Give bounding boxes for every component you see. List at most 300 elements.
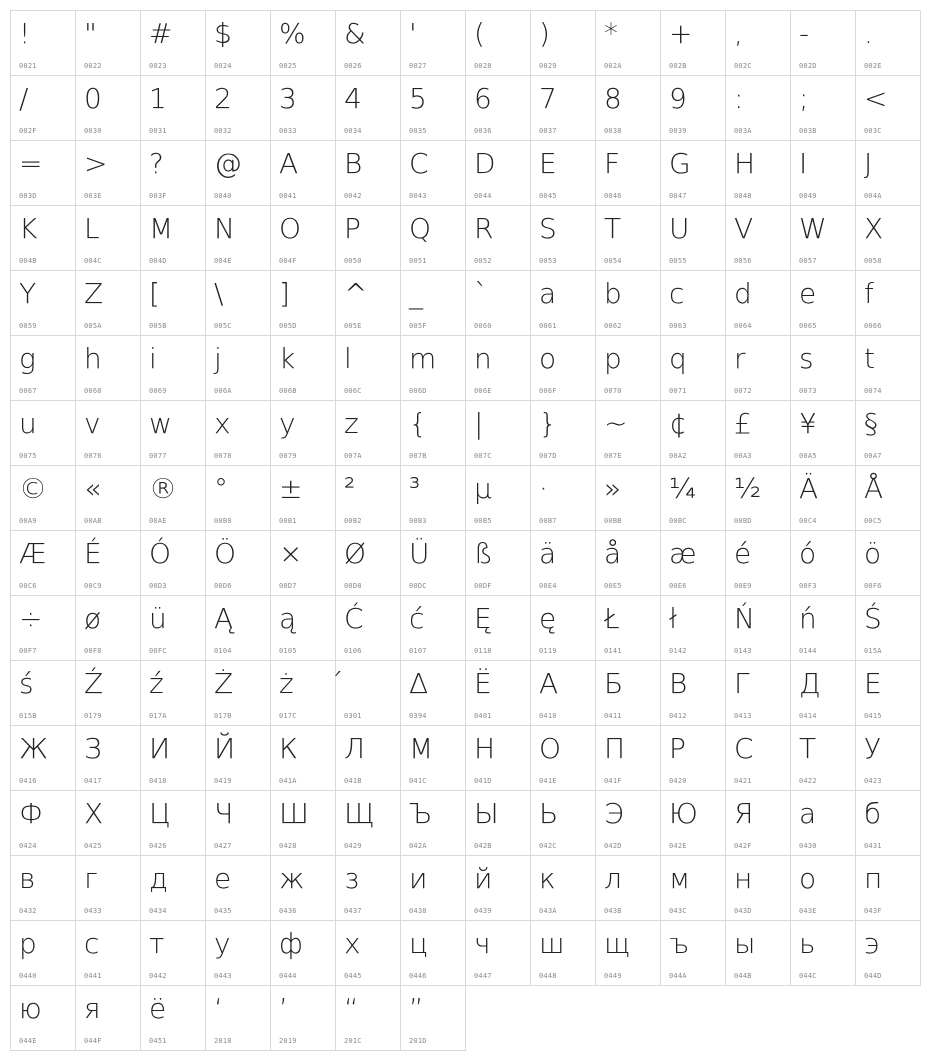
glyph-cell [856,11,921,76]
glyph-codepoint: 0033 [279,127,297,135]
glyph-codepoint: 0052 [474,257,492,265]
glyph-char: Ń [734,602,755,635]
glyph-cell [791,661,856,726]
glyph-codepoint: 003F [149,192,167,200]
glyph-char: о [799,862,817,895]
glyph-codepoint: 00B2 [344,517,362,525]
glyph-codepoint: 0425 [84,842,102,850]
glyph-cell [76,856,141,921]
glyph-cell [531,791,596,856]
glyph-cell [11,336,76,401]
glyph-char: { [409,407,427,440]
glyph-cell [141,661,206,726]
glyph-cell [791,791,856,856]
glyph-char: \ [214,277,224,310]
glyph-codepoint: 0071 [669,387,687,395]
glyph-cell [271,466,336,531]
glyph-cell [11,791,76,856]
glyph-char: ś [19,667,34,700]
glyph-char: u [19,407,37,440]
glyph-cell [401,401,466,466]
glyph-char: ю [19,992,42,1025]
glyph-codepoint: 0040 [214,192,232,200]
glyph-char: 2 [214,82,232,115]
glyph-char: ' [409,17,417,50]
glyph-char: 6 [474,82,492,115]
glyph-codepoint: 0105 [279,647,297,655]
glyph-char: y [279,407,296,440]
glyph-codepoint: 00C4 [799,517,817,525]
glyph-codepoint: 041E [539,777,557,785]
glyph-codepoint: 0107 [409,647,427,655]
glyph-codepoint: 005C [214,322,232,330]
glyph-cell [141,336,206,401]
glyph-cell [531,921,596,986]
glyph-codepoint: 004F [279,257,297,265]
glyph-char: Л [344,732,366,765]
glyph-codepoint: 006C [344,387,362,395]
glyph-codepoint: 00A3 [734,452,752,460]
glyph-char: w [149,407,172,440]
glyph-char: ¢ [669,407,687,440]
glyph-cell [141,401,206,466]
glyph-cell [206,466,271,531]
glyph-codepoint: 017C [279,712,297,720]
glyph-codepoint: 002A [604,62,622,70]
glyph-codepoint: 042F [734,842,752,850]
glyph-cell [596,401,661,466]
glyph-cell [336,921,401,986]
glyph-char: ‘ [214,992,223,1025]
glyph-cell [466,141,531,206]
glyph-char: п [864,862,883,895]
glyph-char: ц [409,927,429,960]
glyph-cell [531,141,596,206]
glyph-cell [661,791,726,856]
glyph-codepoint: 0442 [149,972,167,980]
glyph-codepoint: 0043 [409,192,427,200]
glyph-codepoint: 0394 [409,712,427,720]
glyph-cell [726,76,791,141]
glyph-codepoint: 0423 [864,777,882,785]
glyph-cell [791,856,856,921]
glyph-cell [726,856,791,921]
glyph-codepoint: 004B [19,257,37,265]
glyph-char: ± [279,472,303,505]
glyph-codepoint: 0065 [799,322,817,330]
glyph-char: Δ [409,667,429,700]
glyph-cell [401,596,466,661]
glyph-char: £ [734,407,752,440]
glyph-codepoint: 041A [279,777,297,785]
glyph-codepoint: 0063 [669,322,687,330]
glyph-cell [76,271,141,336]
glyph-codepoint: 0034 [344,127,362,135]
glyph-codepoint: 0420 [669,777,687,785]
glyph-char: А [539,667,559,700]
glyph-codepoint: 0046 [604,192,622,200]
glyph-cell [271,271,336,336]
glyph-char: f [864,277,874,310]
glyph-cell [336,206,401,271]
glyph-char: < [864,82,888,115]
glyph-char: 9 [669,82,687,115]
glyph-cell [11,11,76,76]
glyph-codepoint: 0451 [149,1037,167,1045]
glyph-char: Z [84,277,104,310]
glyph-codepoint: 0064 [734,322,752,330]
glyph-char: o [539,342,557,375]
glyph-cell [791,921,856,986]
glyph-char: " [84,17,97,50]
glyph-codepoint: 00C9 [84,582,102,590]
glyph-cell [531,271,596,336]
glyph-char: Н [474,732,496,765]
glyph-char: § [864,407,878,440]
glyph-codepoint: 0037 [539,127,557,135]
glyph-cell [76,726,141,791]
glyph-codepoint: 003A [734,127,752,135]
glyph-codepoint: 043B [604,907,622,915]
glyph-cell [336,791,401,856]
glyph-char: D [474,147,496,180]
glyph-codepoint: 0410 [539,712,557,720]
glyph-cell [856,466,921,531]
glyph-codepoint: 0032 [214,127,232,135]
glyph-cell [76,791,141,856]
glyph-char: × [279,537,303,570]
glyph-char: Ъ [409,797,433,830]
glyph-cell [791,206,856,271]
glyph-cell [856,76,921,141]
glyph-cell [466,466,531,531]
glyph-cell [141,726,206,791]
glyph-codepoint: 042A [409,842,427,850]
glyph-codepoint: 017A [149,712,167,720]
glyph-cell [336,76,401,141]
glyph-codepoint: 0077 [149,452,167,460]
glyph-char: ` [474,277,488,310]
glyph-codepoint: 00D7 [279,582,297,590]
glyph-codepoint: 00C5 [864,517,882,525]
glyph-cell [856,661,921,726]
glyph-codepoint: 0441 [84,972,102,980]
glyph-cell [856,921,921,986]
glyph-codepoint: 00E9 [734,582,752,590]
glyph-codepoint: 007C [474,452,492,460]
glyph-codepoint: 0429 [344,842,362,850]
glyph-cell [856,206,921,271]
glyph-codepoint: 0141 [604,647,622,655]
glyph-cell [271,921,336,986]
glyph-codepoint: 00AB [84,517,102,525]
glyph-cell [791,466,856,531]
glyph-char: ] [279,277,290,310]
glyph-char: x [214,407,231,440]
glyph-codepoint: 005F [409,322,427,330]
glyph-cell [596,661,661,726]
glyph-char: Т [799,732,817,765]
glyph-char: X [864,212,884,245]
glyph-cell [531,336,596,401]
glyph-codepoint: 0074 [864,387,882,395]
glyph-grid [10,10,921,1051]
glyph-codepoint: 002D [799,62,817,70]
glyph-cell [271,726,336,791]
glyph-codepoint: 044A [669,972,687,980]
glyph-cell [726,531,791,596]
glyph-codepoint: 0038 [604,127,622,135]
glyph-char: ! [19,17,31,50]
glyph-char: l [344,342,352,375]
glyph-codepoint: 007E [604,452,622,460]
glyph-cell [401,336,466,401]
glyph-codepoint: 044E [19,1037,37,1045]
glyph-codepoint: 0036 [474,127,492,135]
glyph-cell [726,271,791,336]
glyph-cell [206,336,271,401]
glyph-cell [531,466,596,531]
glyph-char: Е [864,667,882,700]
glyph-char: ÷ [19,602,43,635]
glyph-char: h [84,342,102,375]
glyph-char: Q [409,212,432,245]
glyph-codepoint: 2018 [214,1037,232,1045]
glyph-char: U [669,212,690,245]
glyph-codepoint: 041F [604,777,622,785]
glyph-cell [466,271,531,336]
glyph-char: е [214,862,232,895]
glyph-char: 0 [84,82,102,115]
glyph-codepoint: 0057 [799,257,817,265]
glyph-codepoint: 0401 [474,712,492,720]
glyph-char: ° [214,472,228,505]
glyph-char: Ć [344,602,364,635]
glyph-char: Ü [409,537,430,570]
glyph-cell [466,596,531,661]
glyph-cell [726,141,791,206]
glyph-char: х [344,927,361,960]
glyph-cell [661,856,726,921]
glyph-cell [141,596,206,661]
glyph-cell [856,596,921,661]
glyph-cell [336,401,401,466]
glyph-codepoint: 0434 [149,907,167,915]
glyph-char: H [734,147,756,180]
glyph-char: Ы [474,797,499,830]
glyph-char: n [474,342,492,375]
glyph-cell [336,726,401,791]
glyph-char: ф [279,927,303,960]
glyph-cell [206,791,271,856]
glyph-codepoint: 0430 [799,842,817,850]
glyph-cell [11,921,76,986]
glyph-codepoint: 0444 [279,972,297,980]
glyph-cell [726,726,791,791]
glyph-codepoint: 004A [864,192,882,200]
glyph-codepoint: 0411 [604,712,622,720]
glyph-char: t [864,342,875,375]
glyph-cell [531,76,596,141]
glyph-codepoint: 0079 [279,452,297,460]
glyph-char: s [799,342,814,375]
glyph-cell [11,466,76,531]
glyph-char: V [734,212,754,245]
glyph-cell [466,336,531,401]
glyph-codepoint: 0062 [604,322,622,330]
glyph-cell [596,531,661,596]
glyph-char: ¼ [669,472,697,505]
glyph-codepoint: 042D [604,842,622,850]
glyph-char: « [84,472,102,505]
glyph-cell [726,791,791,856]
glyph-codepoint: 0048 [734,192,752,200]
glyph-char: > [84,147,108,180]
glyph-char: С [734,732,754,765]
glyph-cell [856,271,921,336]
glyph-codepoint: 0022 [84,62,102,70]
glyph-cell [466,856,531,921]
glyph-cell [531,206,596,271]
glyph-cell [336,986,401,1051]
glyph-char: É [84,537,102,570]
glyph-char: S [539,212,557,245]
glyph-char: г [84,862,98,895]
glyph-cell [206,531,271,596]
glyph-codepoint: 043C [669,907,687,915]
glyph-codepoint: 00B5 [474,517,492,525]
glyph-cell [206,11,271,76]
glyph-codepoint: 00BB [604,517,622,525]
glyph-char: Ь [539,797,559,830]
glyph-cell [791,336,856,401]
glyph-codepoint: 0446 [409,972,427,980]
glyph-codepoint: 00DC [409,582,427,590]
glyph-cell [141,531,206,596]
glyph-codepoint: 043D [734,907,752,915]
glyph-char: 8 [604,82,622,115]
glyph-char: и [409,862,428,895]
glyph-cell [401,271,466,336]
glyph-cell [661,206,726,271]
glyph-char: Ä [799,472,819,505]
glyph-char: ą [279,602,297,635]
glyph-codepoint: 017B [214,712,232,720]
glyph-codepoint: 041B [344,777,362,785]
glyph-cell [596,11,661,76]
glyph-cell [661,336,726,401]
glyph-cell [726,206,791,271]
glyph-char: B [344,147,363,180]
glyph-cell [791,141,856,206]
glyph-codepoint: 00B0 [214,517,232,525]
glyph-cell [401,856,466,921]
glyph-char: p [604,342,622,375]
glyph-char: A [279,147,299,180]
glyph-codepoint: 00BC [669,517,687,525]
glyph-cell [401,206,466,271]
glyph-char: ( [474,17,485,50]
glyph-cell [791,401,856,466]
glyph-codepoint: 201C [344,1037,362,1045]
glyph-char: ъ [669,927,690,960]
glyph-cell [11,76,76,141]
glyph-codepoint: 003C [864,127,882,135]
glyph-char: Щ [344,797,375,830]
glyph-char: µ [474,472,492,505]
glyph-codepoint: 0144 [799,647,817,655]
glyph-char: Ę [474,602,492,635]
glyph-codepoint: 0435 [214,907,232,915]
glyph-char: R [474,212,494,245]
glyph-cell [401,661,466,726]
glyph-char: ; [799,82,809,115]
glyph-cell [596,466,661,531]
glyph-char: ³ [409,472,421,505]
glyph-cell [661,401,726,466]
glyph-cell [336,661,401,726]
glyph-codepoint: 0449 [604,972,622,980]
glyph-char: O [279,212,302,245]
glyph-codepoint: 0104 [214,647,232,655]
glyph-codepoint: 0439 [474,907,492,915]
glyph-cell [271,596,336,661]
glyph-char: 7 [539,82,557,115]
glyph-codepoint: 0056 [734,257,752,265]
glyph-cell [401,531,466,596]
glyph-char: ß [474,537,493,570]
glyph-codepoint: 0023 [149,62,167,70]
glyph-codepoint: 0051 [409,257,427,265]
glyph-cell [76,206,141,271]
glyph-codepoint: 0433 [84,907,102,915]
glyph-char: У [864,732,882,765]
glyph-codepoint: 002B [669,62,687,70]
glyph-char: “ [344,992,359,1025]
glyph-codepoint: 0061 [539,322,557,330]
glyph-cell [141,76,206,141]
glyph-cell [401,466,466,531]
glyph-cell [141,206,206,271]
glyph-char: : [734,82,744,115]
glyph-codepoint: 0417 [84,777,102,785]
glyph-codepoint: 007D [539,452,557,460]
glyph-cell [596,336,661,401]
glyph-char: П [604,732,626,765]
glyph-char: В [669,667,688,700]
glyph-codepoint: 0067 [19,387,37,395]
glyph-char: J [864,147,873,180]
glyph-codepoint: 007B [409,452,427,460]
glyph-cell [271,336,336,401]
glyph-char: Æ [19,537,47,570]
glyph-codepoint: 00DF [474,582,492,590]
glyph-codepoint: 0021 [19,62,37,70]
glyph-codepoint: 004D [149,257,167,265]
glyph-cell [856,726,921,791]
glyph-codepoint: 015A [864,647,882,655]
glyph-char: ² [344,472,356,505]
glyph-char: ь [799,927,816,960]
glyph-cell [726,336,791,401]
glyph-char: Э [604,797,624,830]
glyph-cell [661,76,726,141]
glyph-char: ü [149,602,167,635]
glyph-codepoint: 00A2 [669,452,687,460]
glyph-cell [76,596,141,661]
glyph-cell [466,401,531,466]
glyph-cell [466,11,531,76]
